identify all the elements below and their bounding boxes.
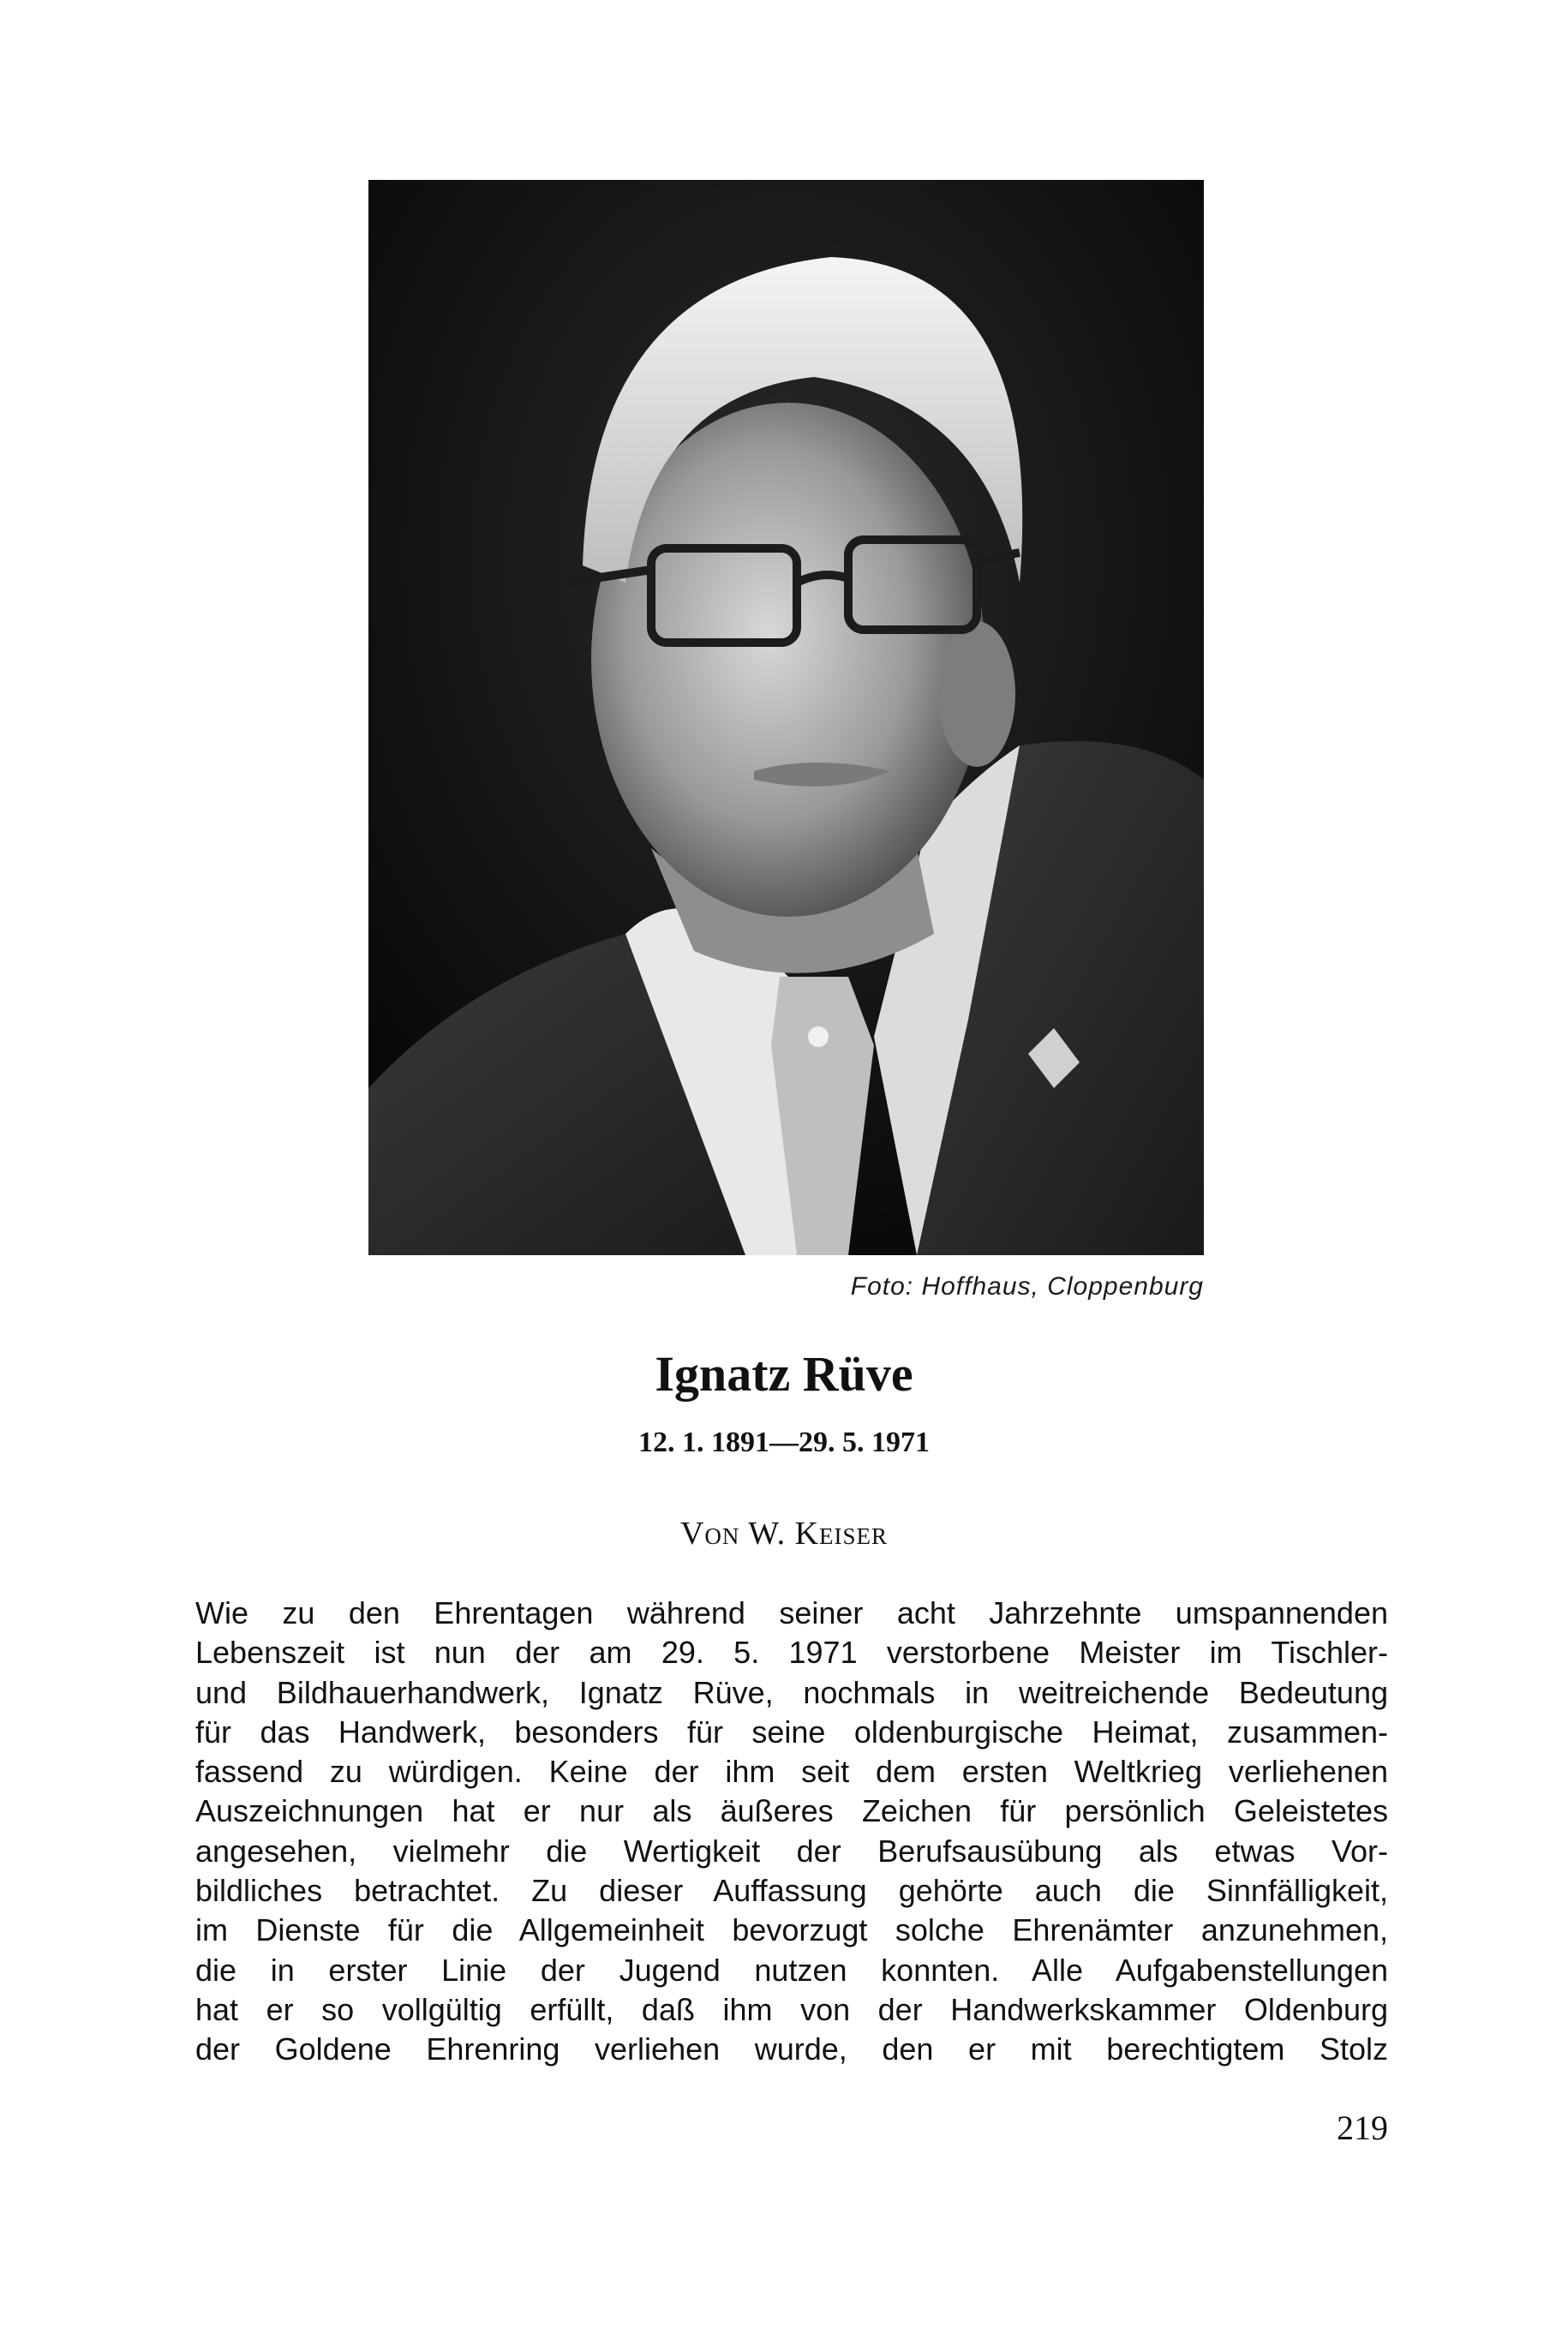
body-line: angesehen, vielmehr die Wertigkeit der Berufsausübung als etwas Vor-: [195, 1833, 1388, 1869]
author-line: Von W. Keiser: [679, 1516, 889, 1552]
life-dates: 12. 1. 1891—29. 5. 1971: [638, 1427, 930, 1458]
portrait-illustration: [368, 180, 1204, 1255]
body-paragraph: [195, 1594, 1388, 2070]
body-line: Auszeichnungen hat er nur als äußeres Zeichen für persönlich Geleistetes: [195, 1793, 1388, 1829]
body-line: die in erster Linie der Jugend nutzen konnten. Alle Aufgabenstellungen: [195, 1952, 1388, 1988]
body-line: im Dienste für die Allgemeinheit bevorzugt solche Ehrenämter anzunehmen,: [195, 1912, 1388, 1948]
portrait-photo: [368, 180, 1204, 1255]
body-line: Lebenszeit ist nun der am 29. 5. 1971 verstorbene Meister im Tischler-: [195, 1635, 1388, 1671]
body-line: Wie zu den Ehrentagen während seiner acht Jahrzehnte umspannenden: [195, 1595, 1388, 1630]
body-line: bildliches betrachtet. Zu dieser Auffassung gehörte auch die Sinnfälligkeit,: [195, 1873, 1388, 1909]
body-line: für das Handwerk, besonders für seine oldenburgische Heimat, zusammen-: [195, 1714, 1388, 1750]
page-number: 219: [1337, 2109, 1388, 2147]
body-line: und Bildhauerhandwerk, Ignatz Rüve, nochmals in weitreichende Bedeutung: [195, 1674, 1388, 1710]
photo-caption: Foto: Hoffhaus, Cloppenburg: [850, 1272, 1204, 1301]
body-line: fassend zu würdigen. Keine der ihm seit dem ersten Weltkrieg verliehenen: [195, 1754, 1388, 1790]
body-line: der Goldene Ehrenring verliehen wurde, den er mit berechtigtem Stolz: [195, 2031, 1388, 2067]
body-line: hat er so vollgültig erfüllt, daß ihm von der Handwerkskammer Oldenburg: [195, 1991, 1388, 2027]
article-title: Ignatz Rüve: [655, 1346, 913, 1402]
